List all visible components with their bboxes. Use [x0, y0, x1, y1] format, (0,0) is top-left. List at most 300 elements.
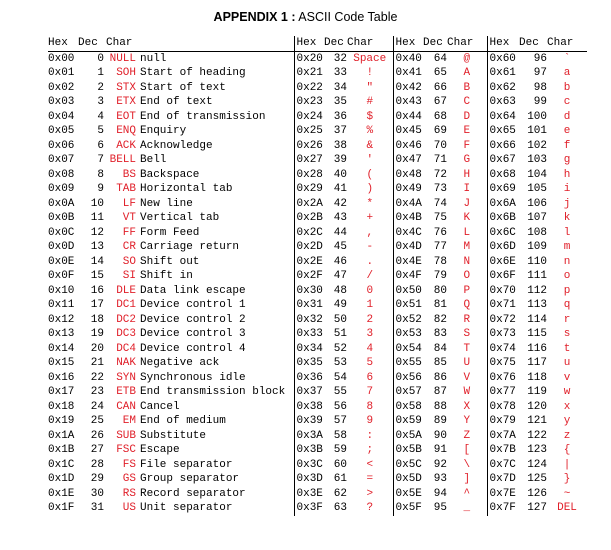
- hex-cell: 0x44: [393, 110, 423, 125]
- char-cell: -: [366, 241, 374, 253]
- hex-cell: 0x55: [393, 356, 423, 371]
- char-cell: >: [366, 487, 374, 500]
- dec-cell: 69: [433, 125, 447, 137]
- char-cell: q: [563, 299, 571, 311]
- dec-cell: 105: [527, 183, 547, 195]
- dec-cell: 58: [333, 429, 347, 442]
- char-cell: !: [366, 67, 374, 79]
- title-appendix: APPENDIX 1 :: [213, 10, 296, 24]
- dec-cell: 39: [333, 154, 347, 166]
- dec-cell: 98: [533, 81, 547, 94]
- dec-cell: 1: [97, 67, 104, 79]
- char-cell: U: [463, 357, 471, 369]
- header-dec: Dec: [324, 36, 347, 51]
- dec-cell: 119: [527, 386, 547, 398]
- dec-cell: 70: [433, 139, 447, 152]
- hex-cell: 0x1F: [48, 502, 75, 514]
- dec-cell: 86: [433, 371, 447, 384]
- dec-cell: 26: [90, 429, 104, 442]
- char-cell: g: [563, 154, 571, 166]
- char-cell: C: [463, 96, 471, 108]
- char-cell: _: [463, 502, 471, 514]
- hex-cell: 0x0B: [48, 212, 75, 224]
- hex-cell: 0x79: [487, 414, 519, 429]
- hex-cell: 0x54: [393, 342, 423, 357]
- table-row: [48, 255, 587, 270]
- char-cell: EM: [122, 415, 136, 427]
- description-cell: Data link escape: [140, 284, 246, 297]
- description-cell: Bell: [140, 154, 167, 166]
- hex-cell: 0x45: [393, 124, 423, 139]
- dec-cell: 82: [433, 313, 447, 326]
- table-row: [48, 443, 587, 458]
- dec-cell: 110: [527, 255, 547, 268]
- dec-cell: 24: [90, 400, 104, 413]
- char-cell: CAN: [116, 400, 136, 413]
- dec-cell: 2: [97, 81, 104, 94]
- header-hex: Hex: [393, 36, 423, 51]
- hex-cell: 0x32: [294, 313, 324, 328]
- hex-cell: 0x3D: [294, 472, 324, 487]
- dec-cell: 77: [433, 241, 447, 253]
- char-cell: @: [463, 52, 471, 65]
- hex-cell: 0x26: [294, 139, 324, 154]
- hex-cell: 0x1E: [48, 487, 75, 500]
- dec-cell: 76: [433, 226, 447, 239]
- hex-cell: 0x67: [487, 153, 519, 168]
- char-cell: R: [463, 313, 471, 326]
- dec-cell: 91: [433, 444, 447, 456]
- dec-cell: 47: [333, 270, 347, 282]
- char-cell: F: [463, 139, 471, 152]
- char-cell: DC2: [116, 313, 136, 326]
- char-cell: BS: [122, 168, 136, 181]
- dec-cell: 113: [527, 299, 547, 311]
- dec-cell: 32: [333, 52, 347, 65]
- hex-cell: 0x4F: [393, 269, 423, 284]
- char-cell: X: [463, 400, 471, 413]
- table-row: [48, 313, 587, 328]
- table-row: [48, 371, 587, 386]
- dec-cell: 19: [90, 328, 104, 340]
- hex-cell: 0x08: [48, 168, 75, 181]
- ascii-table: [48, 36, 587, 516]
- hex-cell: 0x5A: [393, 429, 423, 444]
- table-row: [48, 284, 587, 299]
- hex-cell: 0x5E: [393, 487, 423, 502]
- hex-cell: 0x15: [48, 357, 75, 369]
- description-cell: Backspace: [140, 168, 200, 181]
- char-cell: FSC: [116, 444, 136, 456]
- hex-cell: 0x30: [294, 284, 324, 299]
- hex-cell: 0x19: [48, 415, 75, 427]
- char-cell: .: [366, 255, 374, 268]
- dec-cell: 22: [90, 371, 104, 384]
- dec-cell: 35: [333, 96, 347, 108]
- description-cell: Escape: [140, 444, 180, 456]
- hex-cell: 0x69: [487, 182, 519, 197]
- hex-cell: 0x3A: [294, 429, 324, 444]
- char-cell: ;: [366, 444, 374, 456]
- dec-cell: 29: [90, 473, 104, 485]
- char-cell: ): [366, 183, 374, 195]
- hex-cell: 0x38: [294, 400, 324, 415]
- dec-cell: 16: [90, 284, 104, 297]
- header-char: Char: [104, 36, 140, 51]
- char-cell: ": [366, 81, 374, 94]
- char-cell: ~: [563, 487, 571, 500]
- char-cell: 1: [366, 299, 374, 311]
- hex-cell: 0x3F: [294, 501, 324, 516]
- dec-cell: 25: [90, 415, 104, 427]
- hex-cell: 0x6F: [487, 269, 519, 284]
- description-cell: Group separator: [140, 473, 240, 485]
- char-cell: 0: [366, 284, 374, 297]
- hex-cell: 0x60: [487, 51, 519, 66]
- dec-cell: 42: [333, 197, 347, 210]
- header-char: Char: [447, 36, 487, 51]
- char-cell: P: [463, 284, 471, 297]
- dec-cell: 117: [527, 357, 547, 369]
- header-hex: Hex: [48, 36, 78, 51]
- char-cell: STX: [116, 81, 136, 94]
- dec-cell: 61: [333, 473, 347, 485]
- hex-cell: 0x6A: [487, 197, 519, 212]
- dec-cell: 120: [527, 400, 547, 413]
- description-cell: Synchronous idle: [140, 371, 246, 384]
- dec-cell: 109: [527, 241, 547, 253]
- dec-cell: 59: [333, 444, 347, 456]
- hex-cell: 0x4C: [393, 226, 423, 241]
- char-cell: z: [563, 429, 571, 442]
- char-cell: o: [563, 270, 571, 282]
- char-cell: DEL: [557, 502, 577, 514]
- dec-cell: 17: [90, 299, 104, 311]
- hex-cell: 0x5D: [393, 472, 423, 487]
- hex-cell: 0x66: [487, 139, 519, 154]
- hex-cell: 0x7A: [487, 429, 519, 444]
- description-cell: Start of text: [140, 81, 226, 94]
- hex-cell: 0x0E: [48, 255, 75, 268]
- char-cell: SYN: [116, 371, 136, 384]
- description-cell: New line: [140, 197, 193, 210]
- dec-cell: 4: [97, 110, 104, 123]
- char-cell: L: [463, 226, 471, 239]
- char-cell: FF: [122, 226, 136, 239]
- dec-cell: 21: [90, 357, 104, 369]
- description-cell: End of medium: [140, 415, 226, 427]
- dec-cell: 114: [527, 313, 547, 326]
- dec-cell: 44: [333, 226, 347, 239]
- hex-cell: 0x4D: [393, 240, 423, 255]
- dec-cell: 118: [527, 371, 547, 384]
- dec-cell: 48: [333, 284, 347, 297]
- hex-cell: 0x25: [294, 124, 324, 139]
- dec-cell: 90: [433, 429, 447, 442]
- hex-cell: 0x72: [487, 313, 519, 328]
- description-cell: Enquiry: [140, 125, 187, 137]
- table-row: [48, 51, 587, 66]
- header-char: Char: [547, 36, 587, 51]
- char-cell: 7: [366, 386, 374, 398]
- description-cell: Form Feed: [140, 226, 200, 239]
- page-title: [0, 10, 611, 24]
- char-cell: `: [563, 52, 571, 65]
- char-cell: x: [563, 400, 571, 413]
- char-cell: DC1: [116, 299, 136, 311]
- hex-cell: 0x48: [393, 168, 423, 183]
- dec-cell: 85: [433, 357, 447, 369]
- dec-cell: 116: [527, 342, 547, 355]
- dec-cell: 71: [433, 154, 447, 166]
- hex-cell: 0x28: [294, 168, 324, 183]
- description-cell: Horizontal tab: [140, 183, 233, 195]
- hex-cell: 0x5C: [393, 458, 423, 473]
- dec-cell: 12: [90, 226, 104, 239]
- char-cell: 9: [366, 415, 374, 427]
- dec-cell: 97: [533, 67, 547, 79]
- hex-cell: 0x33: [294, 327, 324, 342]
- char-cell: \: [463, 458, 471, 471]
- dec-cell: 27: [90, 444, 104, 456]
- dec-cell: 67: [433, 96, 447, 108]
- hex-cell: 0x59: [393, 414, 423, 429]
- hex-cell: 0x17: [48, 386, 75, 398]
- dec-cell: 64: [433, 52, 447, 65]
- char-cell: SUB: [116, 429, 136, 442]
- description-cell: End transmission block: [140, 386, 286, 398]
- table-row: [48, 197, 587, 212]
- char-cell: H: [463, 168, 471, 181]
- table-row: [48, 95, 587, 110]
- char-cell: FS: [122, 458, 136, 471]
- dec-cell: 112: [527, 284, 547, 297]
- hex-cell: 0x4E: [393, 255, 423, 270]
- hex-cell: 0x56: [393, 371, 423, 386]
- table-row: [48, 124, 587, 139]
- dec-cell: 104: [527, 168, 547, 181]
- char-cell: }: [563, 473, 571, 485]
- dec-cell: 28: [90, 458, 104, 471]
- hex-cell: 0x07: [48, 154, 75, 166]
- dec-cell: 66: [433, 81, 447, 94]
- hex-cell: 0x78: [487, 400, 519, 415]
- table-row: [48, 472, 587, 487]
- description-cell: File separator: [140, 458, 233, 471]
- hex-cell: 0x58: [393, 400, 423, 415]
- hex-cell: 0x12: [48, 313, 75, 326]
- hex-cell: 0x76: [487, 371, 519, 386]
- char-cell: DLE: [116, 284, 136, 297]
- char-cell: J: [463, 197, 471, 210]
- char-cell: BELL: [109, 154, 136, 166]
- table-row: [48, 342, 587, 357]
- hex-cell: 0x3C: [294, 458, 324, 473]
- hex-cell: 0x06: [48, 139, 75, 152]
- char-cell: +: [366, 212, 374, 224]
- char-cell: |: [563, 458, 571, 471]
- char-cell: i: [563, 183, 571, 195]
- dec-cell: 96: [533, 52, 547, 65]
- hex-cell: 0x24: [294, 110, 324, 125]
- char-cell: CR: [122, 241, 136, 253]
- hex-cell: 0x05: [48, 125, 75, 137]
- hex-cell: 0x39: [294, 414, 324, 429]
- dec-cell: 127: [527, 502, 547, 514]
- char-cell: 6: [366, 371, 374, 384]
- char-cell: t: [563, 342, 571, 355]
- hex-cell: 0x43: [393, 95, 423, 110]
- dec-cell: 73: [433, 183, 447, 195]
- char-cell: SOH: [116, 67, 136, 79]
- hex-cell: 0x16: [48, 371, 75, 384]
- dec-cell: 53: [333, 357, 347, 369]
- char-cell: k: [563, 212, 571, 224]
- char-cell: SI: [122, 270, 136, 282]
- char-cell: (: [366, 168, 374, 181]
- hex-cell: 0x11: [48, 299, 75, 311]
- char-cell: 5: [366, 357, 374, 369]
- dec-cell: 46: [333, 255, 347, 268]
- table-row: [48, 298, 587, 313]
- char-cell: c: [563, 96, 571, 108]
- hex-cell: 0x2E: [294, 255, 324, 270]
- char-cell: Z: [463, 429, 471, 442]
- hex-cell: 0x00: [48, 52, 75, 65]
- dec-cell: 15: [90, 270, 104, 282]
- table-body: [48, 51, 587, 516]
- dec-cell: 63: [333, 502, 347, 514]
- header-dec: Dec: [78, 36, 104, 51]
- hex-cell: 0x74: [487, 342, 519, 357]
- char-cell: TAB: [116, 183, 136, 195]
- dec-cell: 5: [97, 125, 104, 137]
- hex-cell: 0x3E: [294, 487, 324, 502]
- hex-cell: 0x4B: [393, 211, 423, 226]
- description-cell: Record separator: [140, 487, 246, 500]
- hex-cell: 0x1B: [48, 444, 75, 456]
- dec-cell: 68: [433, 110, 447, 123]
- hex-cell: 0x71: [487, 298, 519, 313]
- hex-cell: 0x75: [487, 356, 519, 371]
- dec-cell: 6: [97, 139, 104, 152]
- hex-cell: 0x70: [487, 284, 519, 299]
- dec-cell: 78: [433, 255, 447, 268]
- dec-cell: 51: [333, 328, 347, 340]
- char-cell: K: [463, 212, 471, 224]
- hex-cell: 0x65: [487, 124, 519, 139]
- hex-cell: 0x47: [393, 153, 423, 168]
- hex-cell: 0x62: [487, 81, 519, 96]
- hex-cell: 0x4A: [393, 197, 423, 212]
- hex-cell: 0x52: [393, 313, 423, 328]
- char-cell: NULL: [109, 52, 136, 65]
- hex-cell: 0x1C: [48, 458, 75, 471]
- header-hex: Hex: [487, 36, 519, 51]
- dec-cell: 3: [97, 96, 104, 108]
- table-row: [48, 110, 587, 125]
- dec-cell: 36: [333, 110, 347, 123]
- dec-cell: 124: [527, 458, 547, 471]
- dec-cell: 84: [433, 342, 447, 355]
- dec-cell: 34: [333, 81, 347, 94]
- dec-cell: 125: [527, 473, 547, 485]
- header-dec: Dec: [519, 36, 547, 51]
- description-cell: Shift in: [140, 270, 193, 282]
- char-cell: {: [563, 444, 571, 456]
- hex-cell: 0x7F: [487, 501, 519, 516]
- char-cell: a: [563, 67, 571, 79]
- header-row: [48, 36, 587, 51]
- char-cell: G: [463, 154, 471, 166]
- char-cell: /: [366, 270, 374, 282]
- description-cell: End of text: [140, 96, 213, 108]
- table-row: [48, 168, 587, 183]
- hex-cell: 0x68: [487, 168, 519, 183]
- char-cell: ': [366, 154, 374, 166]
- char-cell: s: [563, 328, 571, 340]
- table-row: [48, 211, 587, 226]
- hex-cell: 0x03: [48, 96, 75, 108]
- hex-cell: 0x36: [294, 371, 324, 386]
- dec-cell: 108: [527, 226, 547, 239]
- char-cell: 4: [366, 342, 374, 355]
- hex-cell: 0x7E: [487, 487, 519, 502]
- char-cell: B: [463, 81, 471, 94]
- char-cell: :: [366, 429, 374, 442]
- char-cell: O: [463, 270, 471, 282]
- hex-cell: 0x2F: [294, 269, 324, 284]
- hex-cell: 0x40: [393, 51, 423, 66]
- description-cell: Unit separator: [140, 502, 233, 514]
- hex-cell: 0x31: [294, 298, 324, 313]
- hex-cell: 0x63: [487, 95, 519, 110]
- char-cell: ETX: [116, 96, 136, 108]
- dec-cell: 30: [90, 487, 104, 500]
- table-row: [48, 458, 587, 473]
- hex-cell: 0x02: [48, 81, 75, 94]
- dec-cell: 103: [527, 154, 547, 166]
- description-cell: Acknowledge: [140, 139, 213, 152]
- dec-cell: 92: [433, 458, 447, 471]
- dec-cell: 102: [527, 139, 547, 152]
- hex-cell: 0x6C: [487, 226, 519, 241]
- char-cell: SO: [122, 255, 136, 268]
- hex-cell: 0x6D: [487, 240, 519, 255]
- hex-cell: 0x42: [393, 81, 423, 96]
- hex-cell: 0x51: [393, 298, 423, 313]
- hex-cell: 0x2D: [294, 240, 324, 255]
- hex-cell: 0x7D: [487, 472, 519, 487]
- table-row: [48, 356, 587, 371]
- char-cell: D: [463, 110, 471, 123]
- dec-cell: 107: [527, 212, 547, 224]
- hex-cell: 0x18: [48, 400, 75, 413]
- hex-cell: 0x2C: [294, 226, 324, 241]
- char-cell: ,: [366, 226, 374, 239]
- char-cell: $: [366, 110, 374, 123]
- char-cell: r: [563, 313, 571, 326]
- char-cell: ETB: [116, 386, 136, 398]
- table-row: [48, 153, 587, 168]
- dec-cell: 87: [433, 386, 447, 398]
- table-row: [48, 81, 587, 96]
- hex-cell: 0x3B: [294, 443, 324, 458]
- char-cell: A: [463, 67, 471, 79]
- hex-cell: 0x1D: [48, 473, 75, 485]
- char-cell: V: [463, 371, 471, 384]
- char-cell: u: [563, 357, 571, 369]
